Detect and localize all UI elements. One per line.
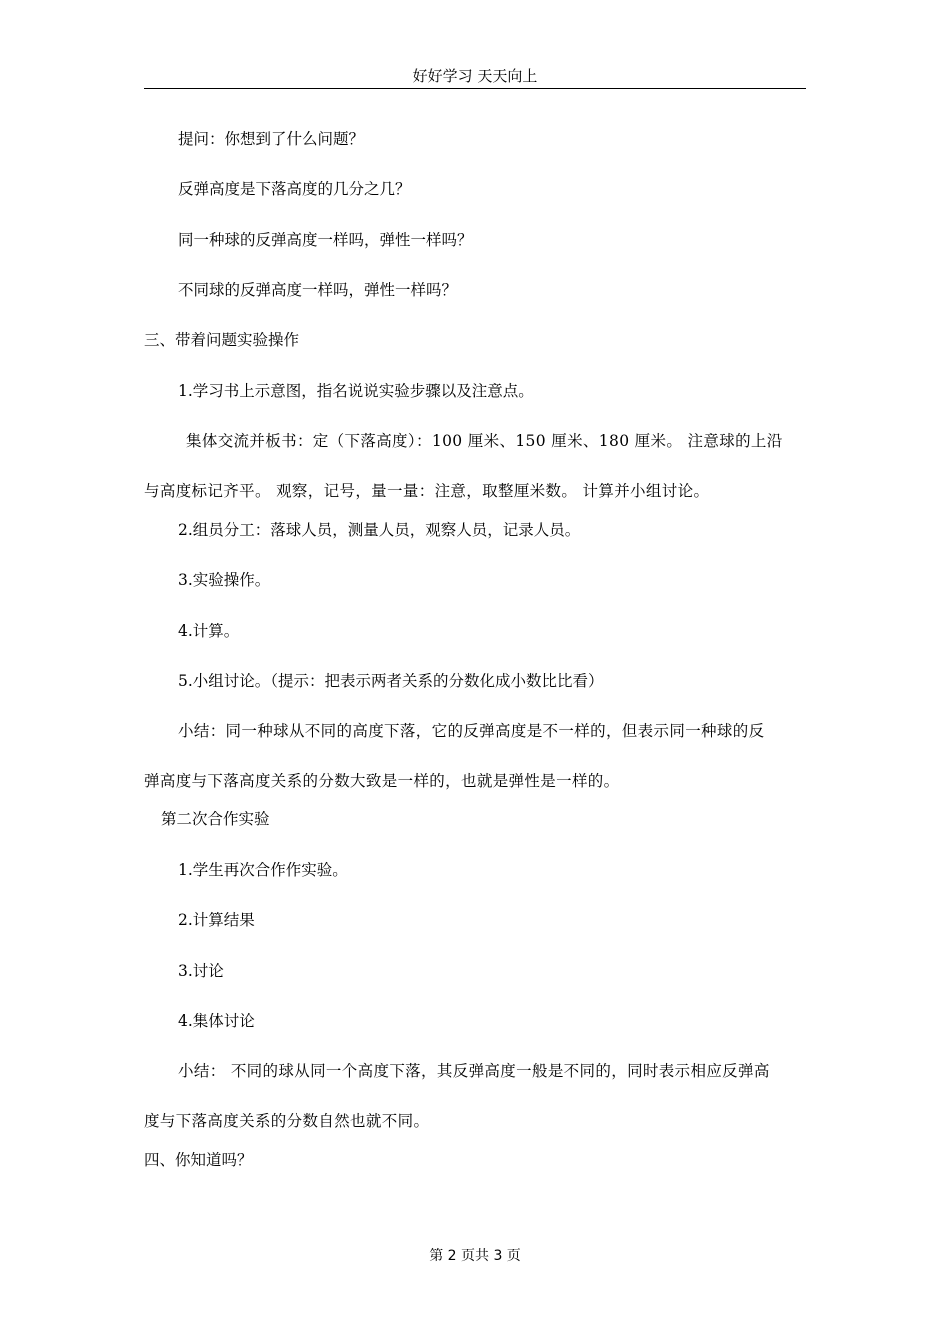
board-notes-line-2: 与高度标记齐平。 观察，记号，量一量：注意，取整厘米数。 计算并小组讨论。 — [144, 482, 710, 500]
question-1: 反弹高度是下落高度的几分之几？ — [178, 180, 411, 198]
summary-1-line-1: 小结：同一种球从不同的高度下落，它的反弹高度是不一样的，但表示同一种球的反 — [178, 722, 765, 740]
section-3-step-5: 5.小组讨论。（提示：把表示两者关系的分数化成小数比比看） — [178, 672, 604, 690]
experiment-2-step-4: 4.集体讨论 — [178, 1012, 255, 1030]
section-3-heading: 三、带着问题实验操作 — [144, 331, 300, 349]
summary-2-line-2: 度与下落高度关系的分数自然也就不同。 — [144, 1112, 430, 1130]
section-3-step-1: 1.学习书上示意图，指名说说实验步骤以及注意点。 — [178, 382, 534, 400]
page-number: 第 2 页共 3 页 — [429, 1248, 521, 1264]
summary-1-paragraph — [144, 720, 806, 792]
section-3-step-2: 2.组员分工：落球人员，测量人员，观察人员，记录人员。 — [178, 521, 581, 539]
section-3-step-4: 4.计算。 — [178, 622, 240, 640]
second-experiment-heading: 第二次合作实验 — [161, 810, 270, 828]
summary-2-paragraph — [144, 1060, 806, 1132]
board-notes-line-1: 集体交流并板书：定（下落高度）：100 厘米、150 厘米、180 厘米。 注意球的上沿 — [186, 432, 783, 450]
summary-2-line-1: 小结： 不同的球从同一个高度下落，其反弹高度一般是不同的，同时表示相应反弹高 — [178, 1062, 770, 1080]
experiment-2-step-3: 3.讨论 — [178, 962, 224, 980]
section-3-step-3: 3.实验操作。 — [178, 571, 271, 589]
question-2: 同一种球的反弹高度一样吗，弹性一样吗？ — [178, 231, 473, 249]
experiment-2-step-1: 1.学生再次合作作实验。 — [178, 861, 348, 879]
experiment-2-step-2: 2.计算结果 — [178, 911, 255, 929]
section-4-heading: 四、你知道吗？ — [144, 1151, 253, 1169]
summary-1-line-2: 弹高度与下落高度关系的分数大致是一样的，也就是弹性是一样的。 — [144, 772, 620, 790]
question-prompt: 提问：你想到了什么问题？ — [178, 130, 365, 148]
header-divider — [144, 88, 806, 89]
page-header: 好好学习 天天向上 — [412, 67, 538, 85]
question-3: 不同球的反弹高度一样吗，弹性一样吗？ — [178, 281, 458, 299]
board-notes-paragraph — [144, 430, 806, 502]
